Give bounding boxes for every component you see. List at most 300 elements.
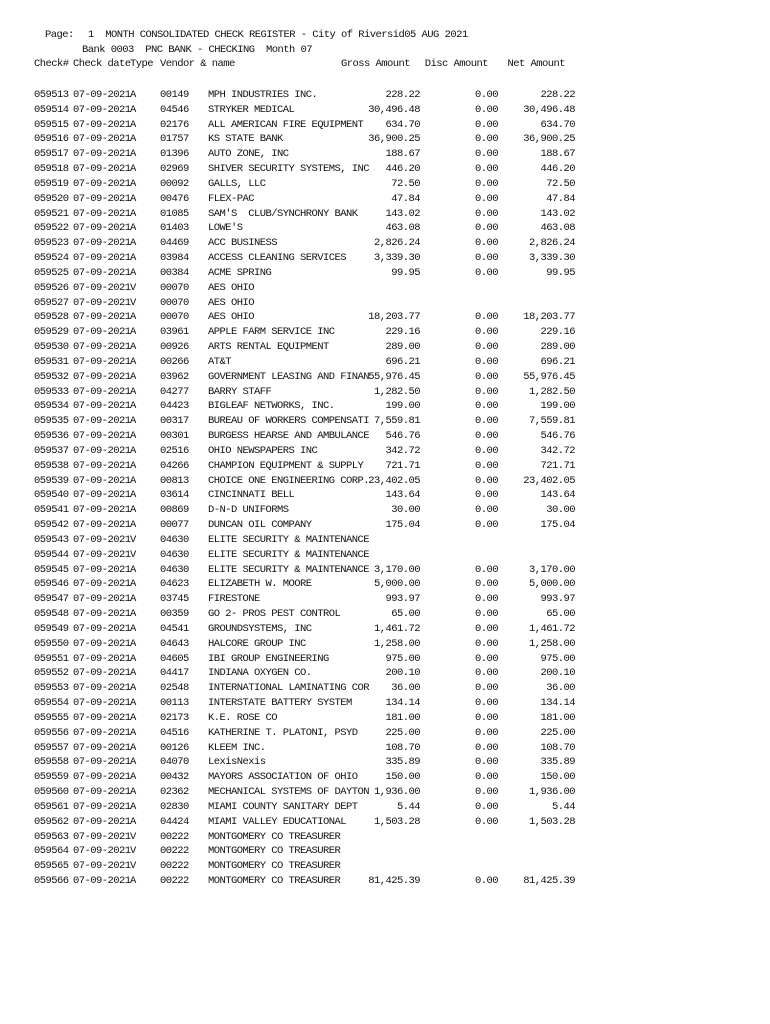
table-row [0, 503, 770, 518]
vendor-code: 00432 [160, 771, 189, 784]
net-amount: 188.67 [540, 148, 575, 161]
check-number: 059516 [34, 133, 69, 146]
check-type: A [130, 222, 136, 235]
vendor-code: 04417 [160, 667, 189, 680]
check-number: 059542 [34, 519, 69, 532]
vendor-code: 03614 [160, 489, 189, 502]
net-amount: 1,936.00 [528, 786, 575, 798]
table-row [0, 874, 770, 889]
gross-amount: 696.21 [385, 355, 420, 368]
check-date: 07-09-2021 [73, 726, 131, 739]
vendor-code: 00317 [160, 415, 189, 428]
vendor-name: OHIO NEWSPAPERS INC [208, 444, 318, 457]
gross-amount: 175.04 [385, 519, 420, 532]
gross-amount: 150.00 [385, 771, 420, 784]
vendor-name: ARTS RENTAL EQUIPMENT [208, 341, 329, 354]
disc-amount: 0.00 [474, 726, 498, 739]
vendor-name: AES OHIO [208, 311, 255, 324]
check-number: 059551 [34, 652, 69, 665]
gross-amount: 463.08 [385, 222, 420, 235]
disc-amount: 0.00 [474, 682, 498, 695]
disc-amount: 0.00 [474, 800, 498, 813]
net-amount: 696.21 [540, 355, 575, 368]
check-date: 07-09-2021 [73, 519, 131, 532]
vendor-code: 03961 [160, 326, 189, 339]
check-date: 07-09-2021 [73, 504, 131, 517]
vendor-code: 00869 [160, 504, 189, 517]
check-number: 059521 [34, 207, 69, 220]
vendor-code: 03984 [160, 252, 189, 265]
check-date: 07-09-2021 [73, 771, 131, 784]
check-date: 07-09-2021 [73, 474, 131, 487]
net-amount: 3,170.00 [528, 563, 575, 576]
vendor-code: 00813 [160, 474, 189, 487]
vendor-code: 00070 [160, 296, 189, 309]
gross-amount: 99.95 [391, 266, 420, 279]
gross-amount: 5.44 [396, 800, 420, 813]
vendor-name: BURGESS HEARSE AND AMBULANCE [208, 430, 370, 443]
check-date: 07-09-2021 [73, 400, 131, 413]
vendor-code: 04277 [160, 385, 189, 398]
vendor-code: 02173 [160, 711, 189, 724]
check-number: 059514 [34, 103, 69, 116]
check-date: 07-09-2021 [73, 444, 131, 457]
disc-amount: 0.00 [474, 519, 498, 532]
check-date: 07-09-2021 [73, 622, 131, 635]
check-date: 07-09-2021 [73, 667, 131, 680]
table-row [0, 592, 770, 607]
check-type: A [130, 578, 136, 591]
disc-amount: 0.00 [474, 237, 498, 250]
check-number: 059565 [34, 860, 69, 873]
vendor-name: GALLS, LLC [208, 177, 266, 190]
table-row [0, 563, 770, 578]
check-date: 07-09-2021 [73, 222, 131, 235]
check-date: 07-09-2021 [73, 118, 131, 131]
gross-amount: 3,339.30 [373, 252, 420, 265]
table-row [0, 281, 770, 296]
gross-amount: 546.76 [385, 430, 420, 443]
check-date: 07-09-2021 [73, 341, 131, 354]
check-number: 059531 [34, 355, 69, 368]
vendor-name: INDIANA OXYGEN CO. [208, 667, 312, 680]
net-amount: 446.20 [540, 163, 575, 176]
vendor-code: 00301 [160, 430, 189, 443]
vendor-code: 00384 [160, 266, 189, 279]
disc-amount: 0.00 [474, 163, 498, 176]
net-amount: 5.44 [551, 800, 575, 813]
vendor-code: 04516 [160, 726, 189, 739]
table-row [0, 741, 770, 756]
gross-amount: 342.72 [385, 444, 420, 457]
disc-amount: 0.00 [474, 222, 498, 235]
disc-amount: 0.00 [474, 504, 498, 517]
disc-amount: 0.00 [474, 489, 498, 502]
vendor-name: FLEX-PAC [208, 192, 255, 205]
vendor-code: 02969 [160, 163, 189, 176]
check-type: A [130, 252, 136, 265]
disc-amount: 0.00 [474, 637, 498, 650]
column-header-gross: Gross Amount [340, 58, 410, 70]
net-amount: 5,000.00 [528, 578, 575, 591]
vendor-name: KLEEM INC. [208, 741, 266, 754]
gross-amount: 1,461.72 [373, 622, 420, 635]
table-row [0, 147, 770, 162]
check-number: 059558 [34, 756, 69, 769]
check-type: V [130, 548, 136, 561]
vendor-name: IBI GROUP ENGINEERING [208, 652, 329, 665]
check-number: 059546 [34, 578, 69, 591]
check-number: 059555 [34, 711, 69, 724]
net-amount: 99.95 [546, 266, 575, 279]
table-row [0, 622, 770, 637]
check-date: 07-09-2021 [73, 652, 131, 665]
net-amount: 342.72 [540, 444, 575, 457]
check-date: 07-09-2021 [73, 370, 131, 383]
vendor-name: HALCORE GROUP INC [208, 637, 306, 650]
check-type: A [130, 207, 136, 220]
net-amount: 289.00 [540, 341, 575, 354]
check-date: 07-09-2021 [73, 578, 131, 591]
gross-amount: 3,170.00 [373, 563, 420, 576]
check-number: 059537 [34, 444, 69, 457]
check-number: 059566 [34, 874, 69, 887]
table-row [0, 103, 770, 118]
check-date: 07-09-2021 [73, 89, 131, 101]
net-amount: 3,339.30 [528, 252, 575, 265]
check-number: 059530 [34, 341, 69, 354]
check-date: 07-09-2021 [73, 415, 131, 428]
report-title: 1 MONTH CONSOLIDATED CHECK REGISTER - City of Riversid05 AUG 2021 [88, 29, 468, 41]
net-amount: 65.00 [546, 608, 575, 621]
table-row [0, 355, 770, 370]
table-row [0, 518, 770, 533]
vendor-code: 04266 [160, 459, 189, 472]
gross-amount: 2,826.24 [373, 237, 420, 250]
check-number: 059560 [34, 786, 69, 798]
disc-amount: 0.00 [474, 370, 498, 383]
vendor-name: KATHERINE T. PLATONI, PSYD [208, 726, 358, 739]
check-type: A [130, 519, 136, 532]
vendor-code: 04630 [160, 533, 189, 546]
gross-amount: 1,936.00 [373, 786, 420, 798]
vendor-name: D-N-D UNIFORMS [208, 504, 289, 517]
check-date: 07-09-2021 [73, 311, 131, 324]
net-amount: 229.16 [540, 326, 575, 339]
table-row [0, 296, 770, 311]
disc-amount: 0.00 [474, 444, 498, 457]
net-amount: 7,559.81 [528, 415, 575, 428]
vendor-name: LOWE'S [208, 222, 243, 235]
vendor-code: 03962 [160, 370, 189, 383]
vendor-name: ALL AMERICAN FIRE EQUIPMENT [208, 118, 364, 131]
check-number: 059547 [34, 593, 69, 606]
disc-amount: 0.00 [474, 266, 498, 279]
vendor-name: AES OHIO [208, 296, 255, 309]
disc-amount: 0.00 [474, 474, 498, 487]
check-type: A [130, 711, 136, 724]
check-type: A [130, 652, 136, 665]
check-number: 059523 [34, 237, 69, 250]
gross-amount: 55,976.45 [368, 370, 420, 383]
vendor-name: ELITE SECURITY & MAINTENANCE [208, 548, 370, 561]
check-date: 07-09-2021 [73, 830, 131, 843]
gross-amount: 5,000.00 [373, 578, 420, 591]
check-type: A [130, 771, 136, 784]
vendor-name: MIAMI VALLEY EDUCATIONAL [208, 815, 347, 828]
vendor-name: STRYKER MEDICAL [208, 103, 295, 116]
check-number: 059548 [34, 608, 69, 621]
check-date: 07-09-2021 [73, 177, 131, 190]
check-type: A [130, 786, 136, 798]
check-date: 07-09-2021 [73, 860, 131, 873]
disc-amount: 0.00 [474, 771, 498, 784]
table-row [0, 385, 770, 400]
check-type: A [130, 874, 136, 887]
check-date: 07-09-2021 [73, 459, 131, 472]
table-row [0, 844, 770, 859]
net-amount: 1,258.00 [528, 637, 575, 650]
check-type: A [130, 400, 136, 413]
check-number: 059540 [34, 489, 69, 502]
disc-amount: 0.00 [474, 697, 498, 710]
check-number: 059539 [34, 474, 69, 487]
net-amount: 36,900.25 [523, 133, 575, 146]
disc-amount: 0.00 [474, 103, 498, 116]
vendor-name: BARRY STAFF [208, 385, 272, 398]
vendor-name: CHOICE ONE ENGINEERING CORP. [208, 474, 370, 487]
vendor-name: ELIZABETH W. MOORE [208, 578, 312, 591]
check-type: A [130, 563, 136, 576]
net-amount: 72.50 [546, 177, 575, 190]
vendor-name: SHIVER SECURITY SYSTEMS, INC [208, 163, 370, 176]
check-number: 059559 [34, 771, 69, 784]
disc-amount: 0.00 [474, 608, 498, 621]
table-row [0, 607, 770, 622]
disc-amount: 0.00 [474, 385, 498, 398]
check-date: 07-09-2021 [73, 237, 131, 250]
vendor-code: 04423 [160, 400, 189, 413]
check-date: 07-09-2021 [73, 148, 131, 161]
vendor-name: MPH INDUSTRIES INC. [208, 89, 318, 101]
check-date: 07-09-2021 [73, 103, 131, 116]
check-number: 059549 [34, 622, 69, 635]
table-row [0, 726, 770, 741]
net-amount: 463.08 [540, 222, 575, 235]
vendor-code: 04643 [160, 637, 189, 650]
vendor-code: 00222 [160, 860, 189, 873]
check-number: 059563 [34, 830, 69, 843]
check-number: 059520 [34, 192, 69, 205]
check-type: V [130, 860, 136, 873]
net-amount: 225.00 [540, 726, 575, 739]
net-amount: 134.14 [540, 697, 575, 710]
gross-amount: 30.00 [391, 504, 420, 517]
vendor-name: DUNCAN OIL COMPANY [208, 519, 312, 532]
column-header-type: Type [130, 58, 154, 70]
vendor-name: BUREAU OF WORKERS COMPENSATI [208, 415, 370, 428]
check-date: 07-09-2021 [73, 697, 131, 710]
vendor-code: 01085 [160, 207, 189, 220]
check-number: 059552 [34, 667, 69, 680]
check-date: 07-09-2021 [73, 593, 131, 606]
check-type: A [130, 667, 136, 680]
gross-amount: 47.84 [391, 192, 420, 205]
vendor-name: KS STATE BANK [208, 133, 283, 146]
check-date: 07-09-2021 [73, 489, 131, 502]
gross-amount: 7,559.81 [373, 415, 420, 428]
vendor-name: MIAMI COUNTY SANITARY DEPT [208, 800, 358, 813]
vendor-name: ELITE SECURITY & MAINTENANCE [208, 533, 370, 546]
gross-amount: 108.70 [385, 741, 420, 754]
vendor-code: 00926 [160, 341, 189, 354]
check-date: 07-09-2021 [73, 133, 131, 146]
vendor-code: 00149 [160, 89, 189, 101]
vendor-code: 04630 [160, 563, 189, 576]
vendor-name: ACC BUSINESS [208, 237, 278, 250]
vendor-code: 00077 [160, 519, 189, 532]
check-type: V [130, 296, 136, 309]
vendor-name: FIRESTONE [208, 593, 260, 606]
vendor-name: GOVERNMENT LEASING AND FINAN [208, 370, 370, 383]
net-amount: 55,976.45 [523, 370, 575, 383]
vendor-code: 00266 [160, 355, 189, 368]
check-date: 07-09-2021 [73, 533, 131, 546]
vendor-name: MAYORS ASSOCIATION OF OHIO [208, 771, 358, 784]
check-type: A [130, 504, 136, 517]
gross-amount: 23,402.05 [368, 474, 420, 487]
gross-amount: 446.20 [385, 163, 420, 176]
net-amount: 335.89 [540, 756, 575, 769]
check-number: 059564 [34, 845, 69, 858]
vendor-code: 00222 [160, 830, 189, 843]
disc-amount: 0.00 [474, 177, 498, 190]
check-number: 059556 [34, 726, 69, 739]
check-date: 07-09-2021 [73, 637, 131, 650]
column-header-disc: Disc Amount [424, 58, 488, 70]
disc-amount: 0.00 [474, 192, 498, 205]
table-row [0, 830, 770, 845]
disc-amount: 0.00 [474, 430, 498, 443]
vendor-name: MONTGOMERY CO TREASURER [208, 845, 341, 858]
table-row [0, 666, 770, 681]
check-date: 07-09-2021 [73, 207, 131, 220]
vendor-code: 00222 [160, 845, 189, 858]
check-number: 059528 [34, 311, 69, 324]
check-date: 07-09-2021 [73, 786, 131, 798]
check-type: V [130, 281, 136, 294]
check-date: 07-09-2021 [73, 326, 131, 339]
gross-amount: 36,900.25 [368, 133, 420, 146]
check-number: 059518 [34, 163, 69, 176]
check-type: A [130, 800, 136, 813]
table-row [0, 652, 770, 667]
table-row [0, 414, 770, 429]
check-date: 07-09-2021 [73, 874, 131, 887]
gross-amount: 993.97 [385, 593, 420, 606]
vendor-name: INTERSTATE BATTERY SYSTEM [208, 697, 352, 710]
table-row [0, 88, 770, 103]
check-date: 07-09-2021 [73, 741, 131, 754]
check-number: 059534 [34, 400, 69, 413]
check-number: 059543 [34, 533, 69, 546]
check-date: 07-09-2021 [73, 192, 131, 205]
check-number: 059553 [34, 682, 69, 695]
vendor-name: MONTGOMERY CO TREASURER [208, 860, 341, 873]
vendor-code: 02362 [160, 786, 189, 798]
check-number: 059541 [34, 504, 69, 517]
check-number: 059545 [34, 563, 69, 576]
net-amount: 228.22 [540, 89, 575, 101]
disc-amount: 0.00 [474, 326, 498, 339]
table-row [0, 325, 770, 340]
disc-amount: 0.00 [474, 563, 498, 576]
check-number: 059525 [34, 266, 69, 279]
gross-amount: 143.64 [385, 489, 420, 502]
check-type: A [130, 266, 136, 279]
check-number: 059524 [34, 252, 69, 265]
vendor-code: 04469 [160, 237, 189, 250]
table-row [0, 399, 770, 414]
table-row [0, 474, 770, 489]
net-amount: 47.84 [546, 192, 575, 205]
check-date: 07-09-2021 [73, 608, 131, 621]
check-date: 07-09-2021 [73, 296, 131, 309]
vendor-code: 01403 [160, 222, 189, 235]
vendor-code: 04630 [160, 548, 189, 561]
disc-amount: 0.00 [474, 874, 498, 887]
gross-amount: 1,503.28 [373, 815, 420, 828]
check-date: 07-09-2021 [73, 682, 131, 695]
vendor-name: MONTGOMERY CO TREASURER [208, 830, 341, 843]
vendor-name: CINCINNATI BELL [208, 489, 295, 502]
check-type: A [130, 177, 136, 190]
column-header-date: Check date [73, 58, 131, 70]
column-header-vendor: Vendor & name [160, 58, 235, 70]
table-row [0, 577, 770, 592]
gross-amount: 18,203.77 [368, 311, 420, 324]
column-header-net: Net Amount [507, 58, 565, 70]
check-type: A [130, 385, 136, 398]
check-date: 07-09-2021 [73, 548, 131, 561]
disc-amount: 0.00 [474, 593, 498, 606]
vendor-name: GO 2- PROS PEST CONTROL [208, 608, 341, 621]
vendor-name: AT&T [208, 355, 232, 368]
disc-amount: 0.00 [474, 815, 498, 828]
table-row [0, 444, 770, 459]
check-type: A [130, 89, 136, 101]
table-row [0, 711, 770, 726]
check-type: A [130, 103, 136, 116]
disc-amount: 0.00 [474, 667, 498, 680]
check-type: A [130, 697, 136, 710]
vendor-name: SAM'S CLUB/SYNCHRONY BANK [208, 207, 358, 220]
table-row [0, 118, 770, 133]
net-amount: 1,461.72 [528, 622, 575, 635]
disc-amount: 0.00 [474, 355, 498, 368]
check-type: V [130, 830, 136, 843]
vendor-name: ACCESS CLEANING SERVICES [208, 252, 347, 265]
table-row [0, 859, 770, 874]
gross-amount: 72.50 [391, 177, 420, 190]
vendor-name: MECHANICAL SYSTEMS OF DAYTON [208, 786, 370, 798]
net-amount: 1,282.50 [528, 385, 575, 398]
check-type: A [130, 726, 136, 739]
check-number: 059533 [34, 385, 69, 398]
table-row [0, 251, 770, 266]
vendor-name: AES OHIO [208, 281, 255, 294]
disc-amount: 0.00 [474, 741, 498, 754]
